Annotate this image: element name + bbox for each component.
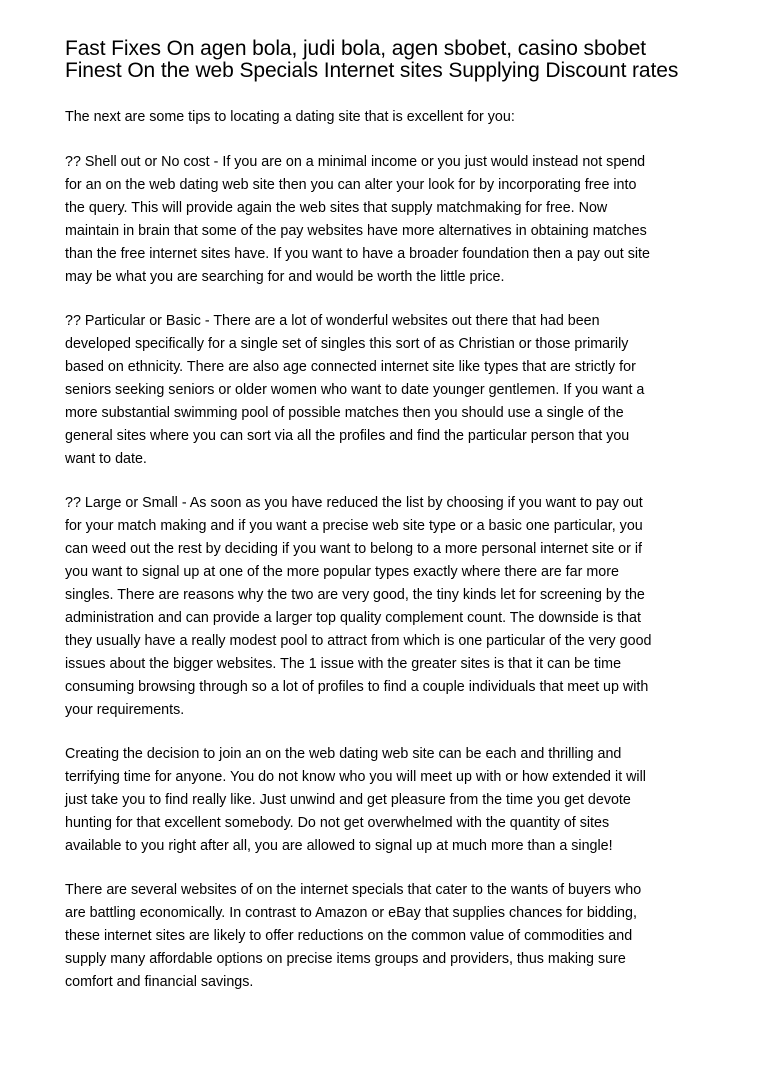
paragraph-specific-or-general: ?? Particular or Basic - There are a lot of wonderful websites out there that had been developed specifically for a single set of singles this sort of as Christian or those primarily based on ethnicity. There are also age connected internet site like types that are strictly for seniors seeking seniors or older women who want to date younger gentlemen. If you want a more substantial swimming pool of possible matches then you should use a single of the general sites where you can sort via all the profiles and find the particular person that you want to date. <box>65 313 645 467</box>
intro-paragraph: The next are some tips to locating a dating site that is excellent for you: <box>65 109 515 125</box>
paragraph-large-or-small: ?? Large or Small - As soon as you have reduced the list by choosing if you want to pay out for your match making and if you want a precise web site type or a basic one particular, you can weed out the rest by deciding if you want to belong to a more personal internet site or if you want to signal up at one of the more popular types exactly where there are far more singles. There are reasons why the two are very good, the tiny kinds let for screening by the administration and can provide a larger top quality complement count. The downside is that they usually have a really modest pool to attract from which is one particular of the very good issues about the bigger websites. The 1 issue with the greater sites is that it can be time consuming browsing through so a lot of profiles to find a couple individuals that meet up with your requirements. <box>65 495 652 718</box>
paragraph-online-deals: There are several websites of on the internet specials that cater to the wants of buyers who are battling economically. In contrast to Amazon or eBay that supplies chances for bidding, these internet sites are likely to offer reductions on the common value of commodities and supply many affordable options on precise items groups and providers, thus making sure comfort and financial savings. <box>65 882 642 990</box>
paragraph-decision: Creating the decision to join an on the web dating web site can be each and thrilling and terrifying time for anyone. You do not know who you will meet up with or how extended it will just take you to find really like. Just unwind and get pleasure from the time you get devote hunting for that excellent somebody. Do not get overwhelmed with the quantity of sites available to you right after all, you are allowed to signal up at much more than a single! <box>65 746 646 854</box>
document-page <box>65 38 705 1015</box>
paragraph-pay-or-free: ?? Shell out or No cost - If you are on a minimal income or you just would instead not spend for an on the web dating web site then you can alter your look for by incorporating free into the query. This will provide again the web sites that supply matchmaking for free. Now maintain in brain that some of the pay websites have more alternatives in obtaining matches than the free internet sites have. If you want to have a broader foundation then a pay out site may be what you are searching for and would be worth the little price. <box>65 154 650 285</box>
document-title: Fast Fixes On agen bola, judi bola, agen sbobet, casino sbobet Finest On the web Specials Internet sites Supplying Discount rates <box>65 37 679 82</box>
